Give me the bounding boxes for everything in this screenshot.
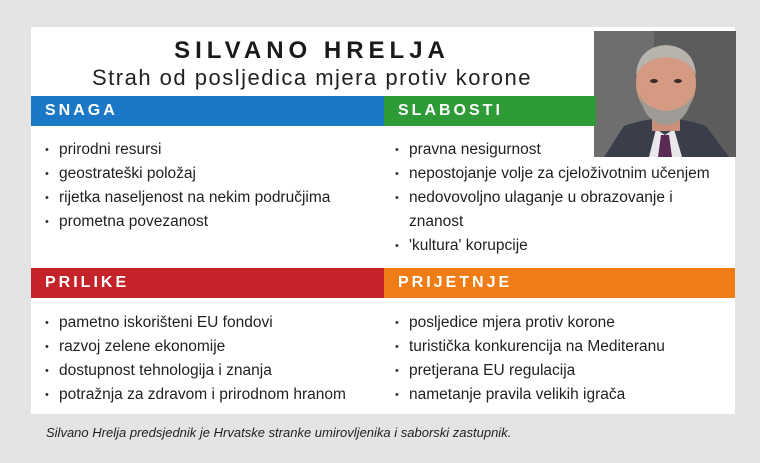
section-header-prijetnje: PRIJETNJE (384, 268, 735, 298)
list-item: • potražnja za zdravom i prirodnom hranom (45, 383, 375, 407)
swot-card (31, 27, 735, 414)
page-title: SILVANO HRELJA (174, 37, 450, 64)
prilike-list (45, 311, 375, 407)
section-header-slabosti: SLABOSTI (384, 96, 596, 126)
list-item: • dostupnost tehnologija i znanja (45, 359, 375, 383)
photo-caption: Silvano Hrelja predsjednik je Hrvatske stranke umirovljenika i saborski zastupnik. (46, 425, 512, 440)
list-item: • rijetka naseljenost na nekim područjima (45, 186, 375, 210)
section-header-snaga: SNAGA (31, 96, 384, 126)
list-item: • prirodni resursi (45, 138, 375, 162)
slabosti-list (395, 138, 730, 258)
list-item: • nedovovoljno ulaganje u obrazovanje i znanost (395, 186, 730, 234)
list-item: • nametanje pravila velikih igrača (395, 383, 730, 407)
list-item: • pretjerana EU regulacija (395, 359, 730, 383)
list-item: • geostrateški položaj (45, 162, 375, 186)
list-item: • 'kultura' korupcije (395, 234, 730, 258)
list-item: • razvoj zelene ekonomije (45, 335, 375, 359)
list-item: • pravna nesigurnost (395, 138, 730, 162)
page-subtitle: Strah od posljedica mjera protiv korone (91, 65, 533, 90)
list-item: • pametno iskorišteni EU fondovi (45, 311, 375, 335)
list-item: • prometna povezanost (45, 210, 375, 234)
list-item: • nepostojanje volje za cjeloživotnim učenjem (395, 162, 730, 186)
section-header-prilike: PRILIKE (31, 268, 384, 298)
list-item: • posljedice mjera protiv korone (395, 311, 730, 335)
prijetnje-list (395, 311, 730, 407)
snaga-list (45, 138, 375, 234)
list-item: • turistička konkurencija na Mediteranu (395, 335, 730, 359)
